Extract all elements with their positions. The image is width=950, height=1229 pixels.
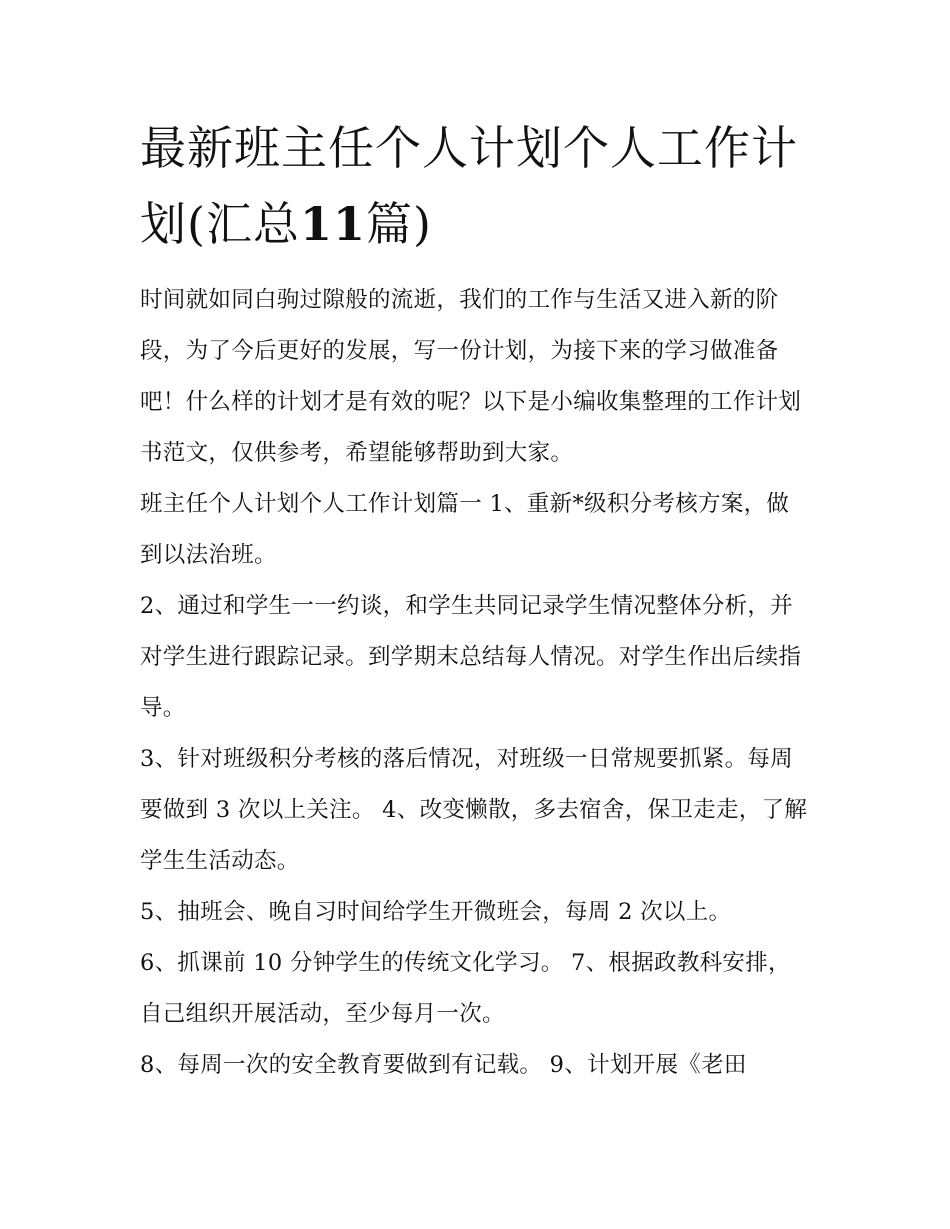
paragraph-item-2: 2、通过和学生一一约谈，和学生共同记录学生情况整体分析，并对学生进行跟踪记录。到学期末总结每人情况。对学生作出后续指导。 (140, 593, 802, 721)
title-number: 11 (299, 197, 366, 251)
paragraph-item-6-7: 6、抓课前 10 分钟学生的传统文化学习。 7、根据政教科安排，自己组织开展活动，至少每月一次。 (140, 950, 791, 1027)
paragraph-item-3-4: 3、针对班级积分考核的落后情况，对班级一日常规要抓紧。每周要做到 3 次以上关注。 4、改变懒散，多去宿舍，保卫走走，了解学生生活动态。 (140, 746, 808, 874)
paragraph-item-8-9: 8、每周一次的安全教育要做到有记载。 9、计划开展《老田 (140, 1052, 747, 1078)
paragraph-item-1: 班主任个人计划个人工作计划篇一 1、重新*级积分考核方案，做到以法治班。 (140, 491, 790, 568)
document-title (140, 110, 820, 262)
title-text-part2: 篇) (365, 197, 432, 251)
paragraph-item-5: 5、抽班会、晚自习时间给学生开微班会，每周 2 次以上。 (140, 899, 732, 925)
title-text-part1: 最新班主任个人计划个人工作计划(汇总 (140, 121, 798, 251)
document-body (140, 275, 812, 1091)
intro-paragraph: 时间就如同白驹过隙般的流逝，我们的工作与生活又进入新的阶段，为了今后更好的发展，写一份计划，为接下来的学习做准备吧！什么样的计划才是有效的呢？以下是小编收集整理的工作计划书范文，仅供参考，希望能够帮助到大家。 (140, 287, 802, 466)
